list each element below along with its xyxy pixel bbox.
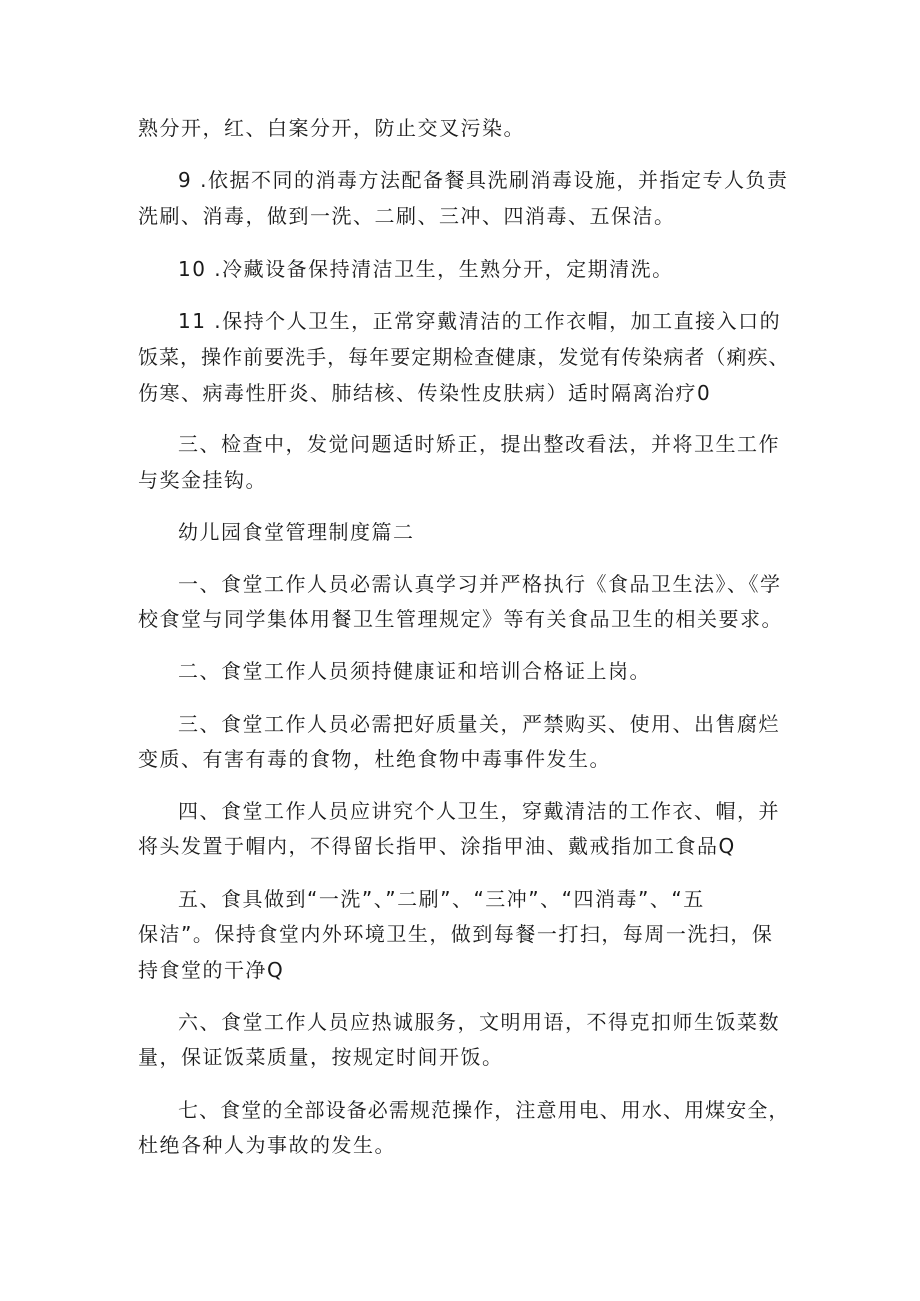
- paragraph-12-line-0: 七、食堂的全部设备必需规范操作，注意用电、用水、用煤安全，: [178, 1098, 790, 1122]
- paragraph-11-line-0: 六、食堂工作人员应热诚服务，文明用语，不得克扣师生饭菜数: [178, 1010, 780, 1034]
- paragraph-7-line-0: 二、食堂工作人员须持健康证和培训合格证上岗。: [178, 659, 651, 683]
- paragraph-8-line-0: 三、食堂工作人员必需把好质量关，严禁购买、使用、出售腐烂: [178, 712, 780, 736]
- paragraph-6-line-1: 校食堂与同学集体用餐卫生管理规定》等有关食品卫生的相关要求。: [138, 607, 783, 631]
- paragraph-9-line-0: 四、食堂工作人员应讲究个人卫生，穿戴清洁的工作衣、帽，并: [178, 799, 780, 823]
- paragraph-1-line-1: 洗刷、消毒，做到一洗、二刷、三冲、四消毒、五保洁。: [138, 204, 676, 228]
- paragraph-3-line-2: 伤寒、病毒性肝炎、肺结核、传染性皮肤病）适时隔离治疗0: [138, 381, 712, 405]
- paragraph-4-line-1: 与奖金挂钩。: [138, 468, 267, 492]
- paragraph-2-line-0: 10 .冷藏设备保持清洁卫生，生熟分开，定期清洗。: [178, 257, 674, 281]
- paragraph-12-line-1: 杜绝各种人为事故的发生。: [138, 1133, 396, 1157]
- paragraph-0-line-0: 熟分开，红、白案分开，防止交叉污染。: [138, 116, 525, 140]
- paragraph-6-line-0: 一、食堂工作人员必需认真学习并严格执行《食品卫生法》、《学: [178, 572, 782, 596]
- paragraph-3-line-0: 11 .保持个人卫生，正常穿戴清洁的工作衣帽，加工直接入口的: [178, 309, 782, 333]
- paragraph-11-line-1: 量，保证饭菜质量，按规定时间开饭。: [138, 1045, 504, 1069]
- paragraph-10-line-0: 五、食具做到“一洗”、”二刷”、“三冲”、“四消毒”、“五: [178, 887, 705, 911]
- paragraph-4-line-0: 三、检查中，发觉问题适时矫正，提出整改看法，并将卫生工作: [178, 432, 780, 456]
- section-heading: 幼儿园食堂管理制度篇二: [178, 520, 415, 544]
- paragraph-1-line-0: 9 .依据不同的消毒方法配备餐具洗刷消毒设施，并指定专人负责: [178, 168, 789, 192]
- paragraph-10-line-1: 保洁”。保持食堂内外环境卫生，做到每餐一打扫，每周一洗扫，保: [138, 922, 774, 946]
- paragraph-9-line-1: 将头发置于帽内，不得留长指甲、涂指甲油、戴戒指加工食品Q: [138, 834, 736, 858]
- paragraph-8-line-1: 变质、有害有毒的食物，杜绝食物中毒事件发生。: [138, 747, 611, 771]
- paragraph-3-line-1: 饭菜，操作前要洗手，每年要定期检查健康，发觉有传染病者（痢疾、: [138, 345, 790, 369]
- paragraph-10-line-2: 持食堂的干净Q: [138, 958, 285, 982]
